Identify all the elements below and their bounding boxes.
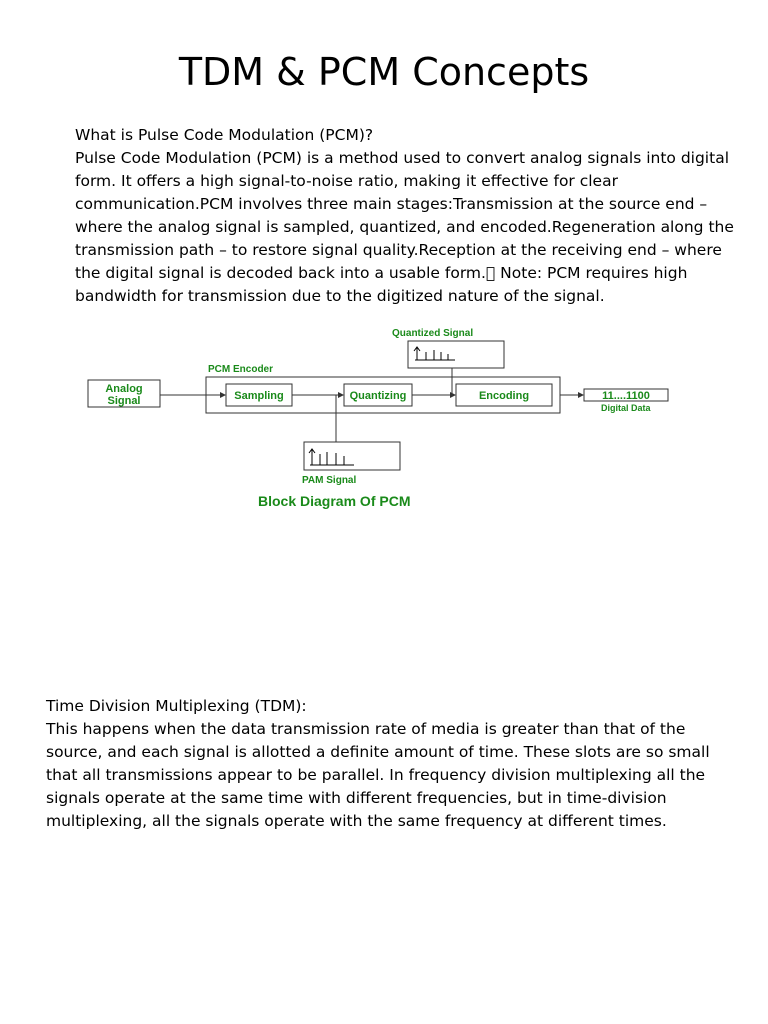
tdm-section: [46, 695, 736, 833]
pam-signal-label: PAM Signal: [302, 475, 357, 486]
arrowhead-sampling: [220, 392, 226, 398]
arrowhead-encoding: [450, 392, 456, 398]
quantized-signal-box: [408, 341, 504, 368]
quantizing-label: Quantizing: [349, 390, 407, 402]
digital-data-label: Digital Data: [601, 403, 651, 413]
pam-signal-box: [304, 442, 400, 470]
page-title: TDM & PCM Concepts: [178, 50, 590, 94]
encoding-label: Encoding: [478, 390, 530, 402]
analog-signal-line2: Signal: [107, 395, 141, 407]
pcm-encoder-label: PCM Encoder: [208, 364, 274, 375]
pcm-body: Pulse Code Modulation (PCM) is a method used to convert analog signals into digital form. It offers a high signal-to-noise ratio, making it effective for clear communication.PCM involves three main stages:Transmission at the source end – where the analog signal is sampled, quantized, and encoded.Regeneration along the transmission path – to restore signal quality.Reception at the receiving end – where the digital signal is decoded back into a usable form.  Note: PCM requires high bandwidth for transmission due to the digitized nature of the signal.: [75, 149, 734, 305]
output-value: 11....1100: [602, 390, 650, 402]
pcm-question: What is Pulse Code Modulation (PCM)?: [75, 126, 374, 144]
diagram-caption: Block Diagram Of PCM: [258, 493, 411, 509]
quantized-signal-label: Quantized Signal: [392, 328, 474, 339]
arrowhead-output: [578, 392, 584, 398]
pcm-block-diagram: [80, 322, 690, 517]
pcm-section: [75, 124, 740, 308]
arrowhead-quantizing: [338, 392, 344, 398]
sampling-label: Sampling: [234, 390, 284, 402]
analog-signal-line1: Analog: [105, 383, 143, 395]
tdm-heading: Time Division Multiplexing (TDM):: [46, 697, 307, 715]
tdm-body: This happens when the data transmission rate of media is greater than that of the source, and each signal is allotted a definite amount of time. These slots are so small that all transmissions appear to be parallel. In frequency division multiplexing all the signals operate at the same time with different frequencies, but in time-division multiplexing, all the signals operate with the same frequency at different times.: [46, 720, 710, 830]
